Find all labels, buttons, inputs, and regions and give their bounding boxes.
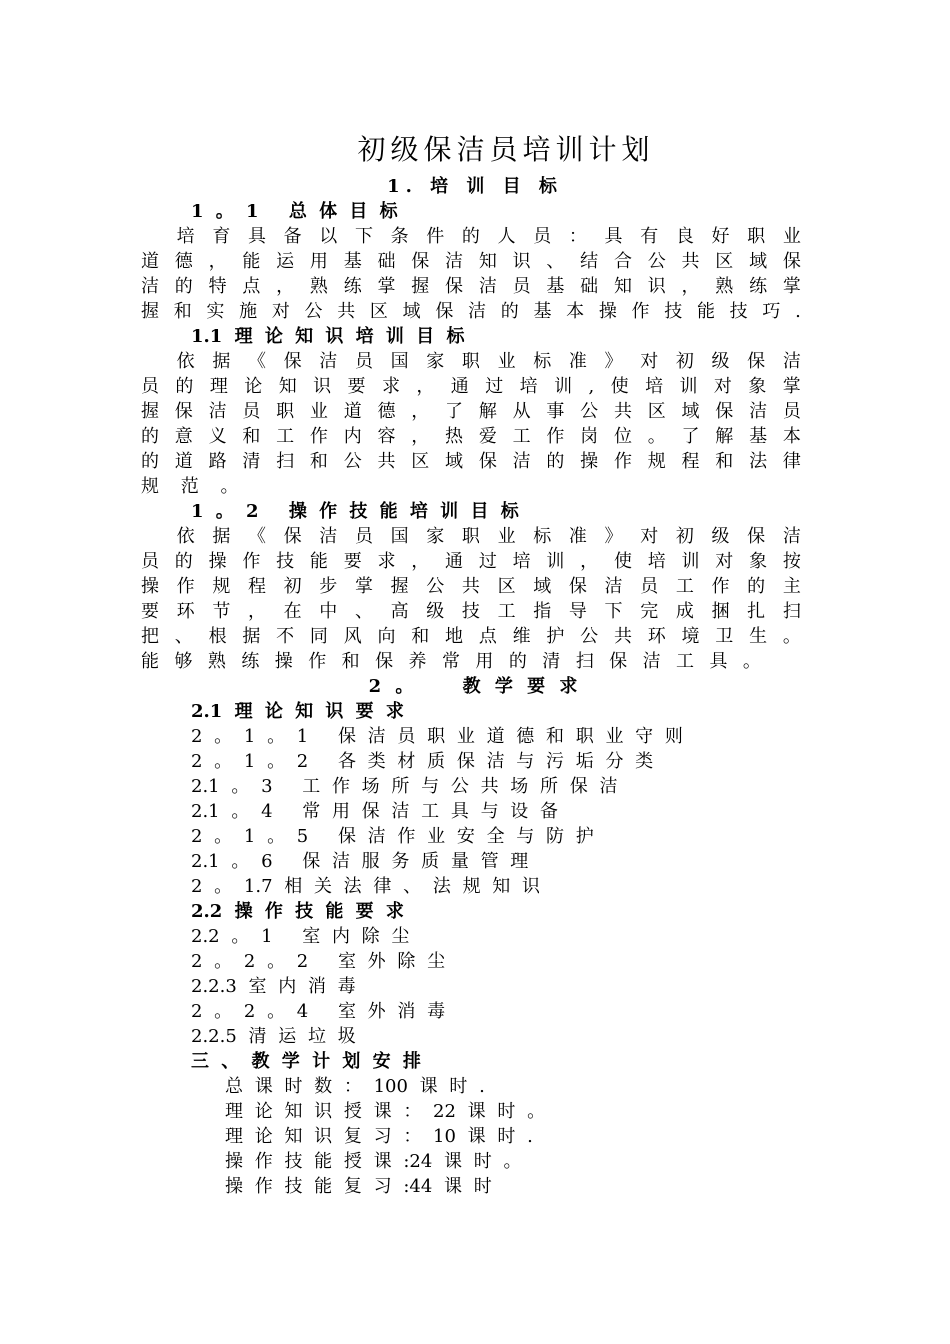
- list-item: 2 。 2 。 4 室 外 消 毒: [191, 1001, 446, 1022]
- list-item: 2 。 1.7 相 关 法 律 、 法 规 知 识: [191, 876, 541, 897]
- paragraph-line: 的 意 义 和 工 作 内 容 ， 热 爱 工 作 岗 位 。 了 解 基 本: [141, 426, 801, 447]
- paragraph-line: 能 够 熟 练 操 作 和 保 养 常 用 的 清 扫 保 洁 工 具 。: [141, 651, 761, 672]
- list-item: 2.2.3 室 内 消 毒: [191, 976, 356, 997]
- schedule-item: 操 作 技 能 复 习 :44 课 时: [225, 1176, 492, 1197]
- list-item: 2.1 。 6 保 洁 服 务 质 量 管 理: [191, 851, 529, 872]
- list-item: 2.1 。 4 常 用 保 洁 工 具 与 设 备: [191, 801, 559, 822]
- list-item: 2.1 。 3 工 作 场 所 与 公 共 场 所 保 洁: [191, 776, 618, 797]
- paragraph-line: 规 范 。: [141, 476, 247, 497]
- list-item: 2.2.5 清 运 垃 圾: [191, 1026, 356, 1047]
- paragraph-line: 洁 的 特 点 ， 熟 练 掌 握 保 洁 员 基 础 知 识 ， 熟 练 掌: [141, 276, 801, 297]
- paragraph-line: 把 、 根 据 不 同 风 向 和 地 点 维 护 公 共 环 境 卫 生 。: [141, 626, 801, 647]
- paragraph-line: 依 据 《 保 洁 员 国 家 职 业 标 准 》 对 初 级 保 洁: [176, 351, 801, 372]
- document-title: 初级保洁员培训计划: [357, 133, 655, 166]
- section-1-1b-heading: 1.1 理 论 知 识 培 训 目 标: [191, 326, 465, 347]
- list-item: 2 。 1 。 5 保 洁 作 业 安 全 与 防 护: [191, 826, 594, 847]
- paragraph-line: 握 和 实 施 对 公 共 区 域 保 洁 的 基 本 操 作 技 能 技 巧 .: [141, 301, 801, 322]
- section-1-heading: 1. 培 训 目 标: [387, 176, 563, 197]
- paragraph-line: 培 育 具 备 以 下 条 件 的 人 员 ： 具 有 良 好 职 业: [176, 226, 801, 247]
- section-2-heading: 2 。 教 学 要 求: [368, 676, 582, 697]
- list-item: 2 。 2 。 2 室 外 除 尘: [191, 951, 446, 972]
- paragraph-line: 员 的 操 作 技 能 要 求 ， 通 过 培 训 ， 使 培 训 对 象 按: [141, 551, 801, 572]
- section-2-2-heading: 2.2 操 作 技 能 要 求: [191, 901, 404, 922]
- list-item: 2.2 。 1 室 内 除 尘: [191, 926, 410, 947]
- section-2-1-heading: 2.1 理 论 知 识 要 求: [191, 701, 404, 722]
- paragraph-line: 要 环 节 ， 在 中 、 高 级 技 工 指 导 下 完 成 捆 扎 扫: [141, 601, 801, 622]
- paragraph-line: 依 据 《 保 洁 员 国 家 职 业 标 准 》 对 初 级 保 洁: [176, 526, 801, 547]
- schedule-item: 理 论 知 识 授 课 ： 22 课 时 。: [225, 1101, 546, 1122]
- paragraph-line: 的 道 路 清 扫 和 公 共 区 域 保 洁 的 操 作 规 程 和 法 律: [141, 451, 801, 472]
- list-item: 2 。 1 。 2 各 类 材 质 保 洁 与 污 垢 分 类: [191, 751, 654, 772]
- section-1-1-heading: 1 。 1 总 体 目 标: [191, 201, 398, 222]
- section-1-2-heading: 1 。 2 操 作 技 能 培 训 目 标: [191, 501, 519, 522]
- paragraph-line: 员 的 理 论 知 识 要 求 ， 通 过 培 训 , 使 培 训 对 象 掌: [141, 376, 801, 397]
- schedule-item: 理 论 知 识 复 习 ： 10 课 时 .: [225, 1126, 533, 1147]
- schedule-item: 总 课 时 数 ： 100 课 时 .: [225, 1076, 485, 1097]
- list-item: 2 。 1 。 1 保 洁 员 职 业 道 德 和 职 业 守 则: [191, 726, 683, 747]
- paragraph-line: 操 作 规 程 初 步 掌 握 公 共 区 域 保 洁 员 工 作 的 主: [141, 576, 801, 597]
- section-3-heading: 三 、 教 学 计 划 安 排: [191, 1051, 421, 1072]
- paragraph-line: 握 保 洁 员 职 业 道 德 ， 了 解 从 事 公 共 区 域 保 洁 员: [141, 401, 801, 422]
- paragraph-line: 道 德 ， 能 运 用 基 础 保 洁 知 识 、 结 合 公 共 区 域 保: [141, 251, 801, 272]
- schedule-item: 操 作 技 能 授 课 :24 课 时 。: [225, 1151, 522, 1172]
